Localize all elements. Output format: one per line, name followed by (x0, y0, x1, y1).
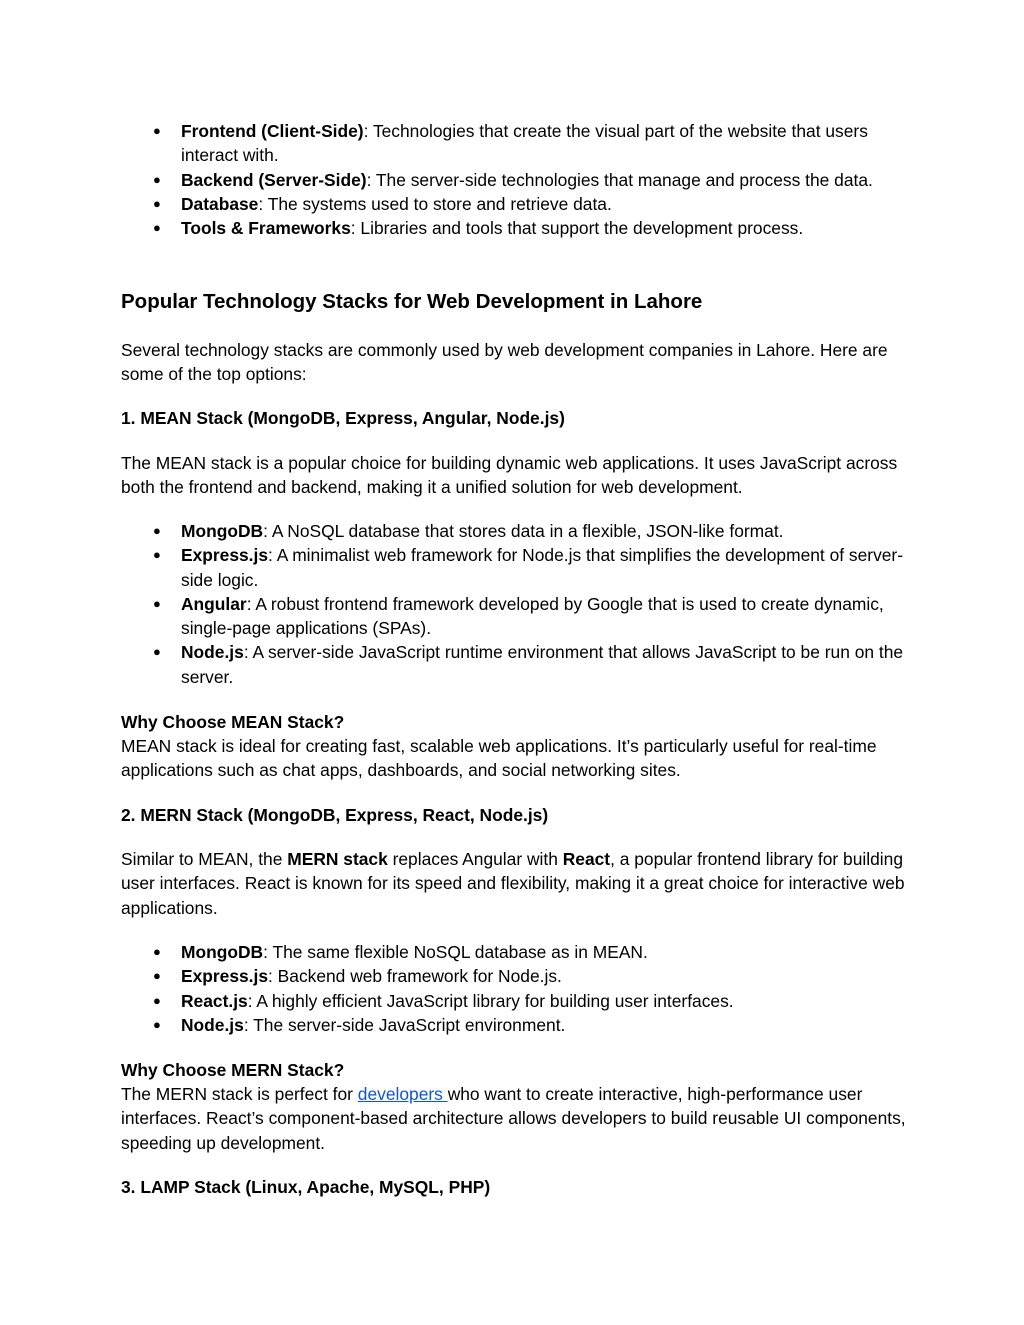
mern-why-heading: Why Choose MERN Stack? (121, 1060, 345, 1080)
list-item: ● Express.js: A minimalist web framework for Node.js that simplifies the development of server-side logic. (153, 545, 904, 590)
section-title: Popular Technology Stacks for Web Development in Lahore (121, 290, 703, 313)
list-item: ● Express.js: Backend web framework for Node.js. (153, 966, 562, 987)
list-item: ● Backend (Server-Side): The server-side technologies that manage and process the data. (153, 169, 873, 190)
list-item: ● Frontend (Client-Side): Technologies that create the visual part of the website that users interact with. (153, 121, 868, 166)
mern-list (121, 940, 911, 1037)
list-item: ● Tools & Frameworks: Libraries and tools that support the development process. (153, 218, 804, 239)
developers-link[interactable]: developers (357, 1084, 448, 1104)
mean-list (121, 519, 911, 689)
intro-paragraph: Several technology stacks are commonly used by web development companies in Lahore. Here are some of the top options: (121, 340, 888, 385)
list-item: ● Database: The systems used to store and retrieve data. (153, 193, 612, 214)
list-item: ● MongoDB: A NoSQL database that stores data in a flexible, JSON-like format. (153, 521, 784, 541)
list-item: ● MongoDB: The same flexible NoSQL database as in MEAN. (153, 942, 648, 962)
list-item: ● React.js: A highly efficient JavaScript library for building user interfaces. (153, 990, 734, 1011)
mean-why-heading: Why Choose MEAN Stack? (121, 712, 345, 732)
list-item: ● Node.js: A server-side JavaScript runtime environment that allows JavaScript to be run on the server. (153, 642, 904, 687)
mean-heading: 1. MEAN Stack (MongoDB, Express, Angular, Node.js) (121, 408, 565, 428)
mern-why-text: The MERN stack is perfect for developers who want to create interactive, high-performance user interfaces. React’s component-based architecture allows developers to build reusable UI components, speeding up development. (121, 1084, 906, 1153)
list-item: ● Node.js: The server-side JavaScript environment. (153, 1014, 566, 1035)
mean-paragraph: The MEAN stack is a popular choice for building dynamic web applications. It uses JavaScript across both the frontend and backend, making it a unified solution for web development. (121, 453, 898, 498)
mern-heading: 2. MERN Stack (MongoDB, Express, React, Node.js) (121, 805, 549, 825)
lamp-heading: 3. LAMP Stack (Linux, Apache, MySQL, PHP) (121, 1177, 491, 1197)
mean-why-text: MEAN stack is ideal for creating fast, scalable web applications. It’s particularly useful for real-time applications such as chat apps, dashboards, and social networking sites. (121, 736, 877, 781)
list-item: ● Angular: A robust frontend framework developed by Google that is used to create dynamic, single-page applications (SPAs). (153, 593, 884, 639)
stack-components-list (121, 119, 911, 240)
mern-paragraph: Similar to MEAN, the MERN stack replaces Angular with React, a popular frontend library for building user interfaces. React is known for its speed and flexibility, making it a great choice for interactive web applications. (121, 849, 905, 918)
